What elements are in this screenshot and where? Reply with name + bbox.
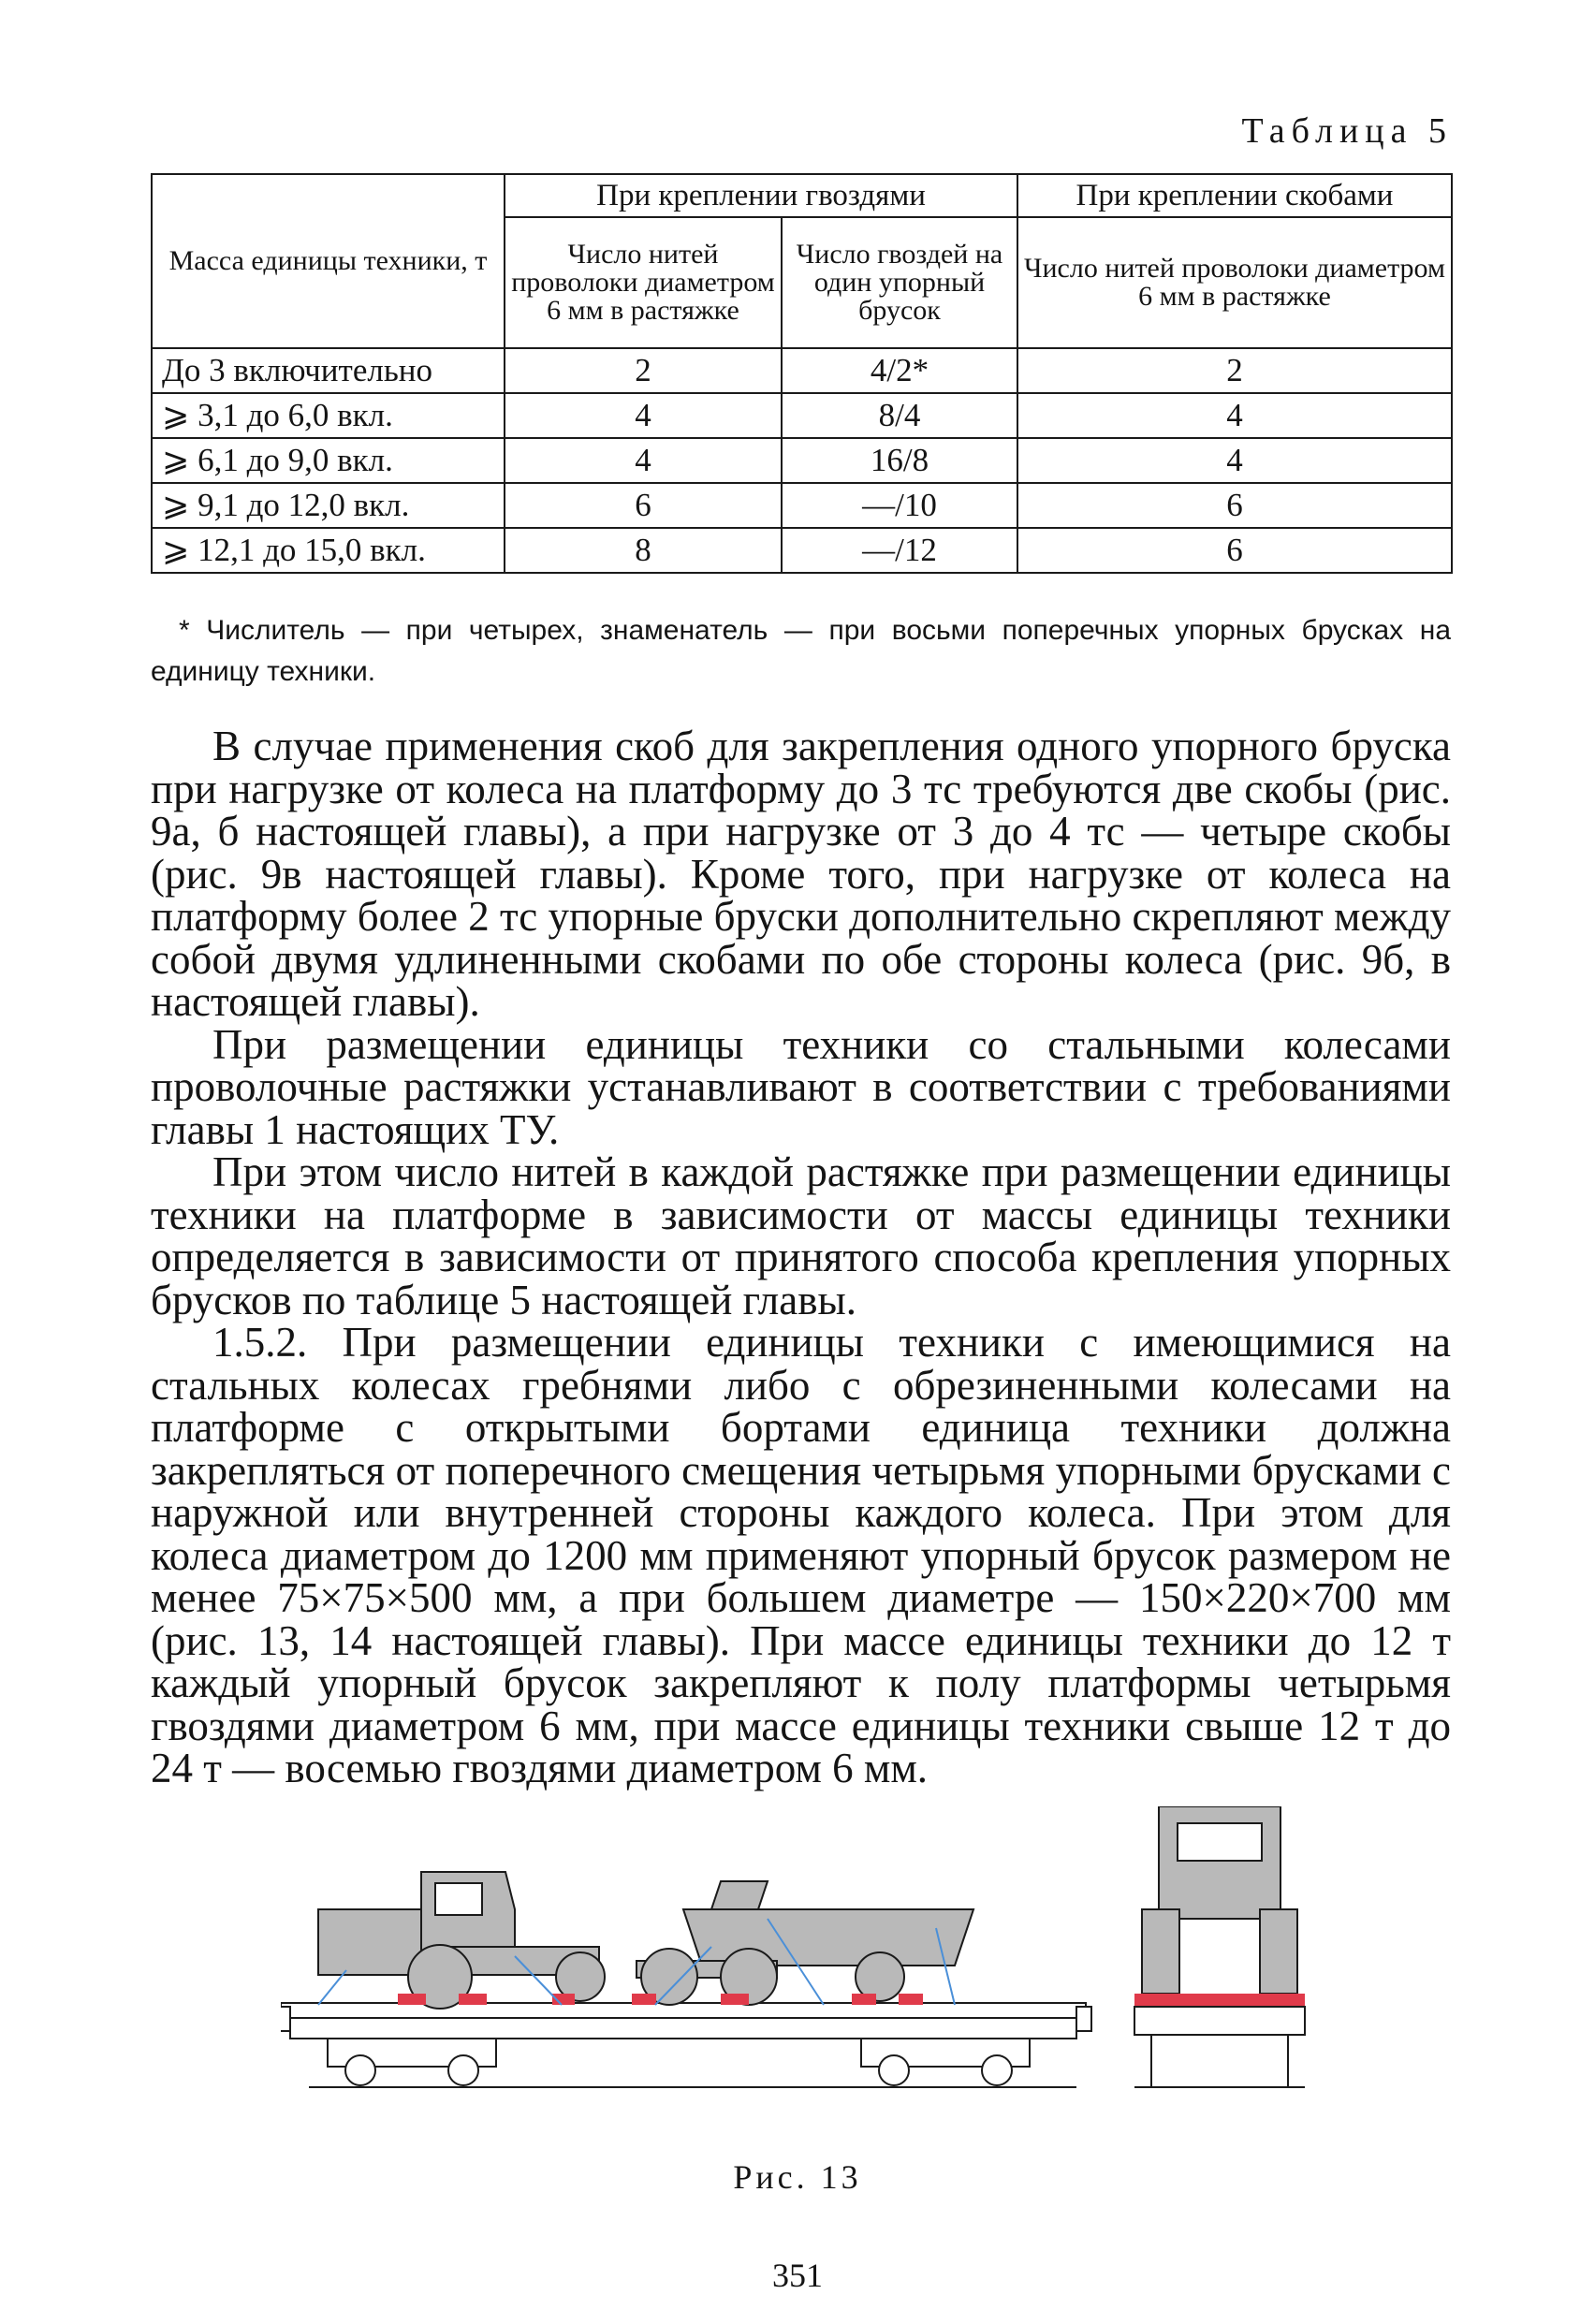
cell-mass: ⩾ 3,1 до 6,0 вкл. [152,393,505,438]
cell-nails-count: 8/4 [782,393,1017,438]
bogie-wheel [345,2055,375,2085]
front-stop-blocks [1134,1994,1305,2007]
paragraph: 1.5.2. При размещении единицы техники с имеющимися на стальных колесах гребнями либо с обрезиненными колесами на платформе с открытыми бортами единица техники должна закрепляться от поперечного смещения четырьмя упорными брусками с наружной или внутренней стороны каждого колеса. При этом для колеса диаметром до 1200 мм применяют упорный брусок размером не менее 75×75×500 мм, а при большем диаметре — 150×220×700 мм (рис. 13, 14 настоящей главы). При массе единицы техники до 12 т каждый упорный брусок закрепляют к полу платформы четырьмя гвоздями диаметром 6 мм, при массе единицы техники свыше 12 т до 24 т — восемью гвоздями диаметром 6 мм. [151,1319,1451,1791]
front-wheel-left [1142,1909,1179,1994]
side-view [281,1872,1091,2087]
table-row [152,393,1452,438]
cell-mass: ⩾ 9,1 до 12,0 вкл. [152,483,505,528]
table-row [152,528,1452,573]
table-row [152,438,1452,483]
cell-brackets-threads: 6 [1017,483,1452,528]
stop-block [852,1994,876,2005]
cell-mass: ⩾ 6,1 до 9,0 вкл. [152,438,505,483]
cell-nails-count: 4/2* [782,348,1017,393]
dump-body-front [711,1881,768,1909]
front-view [1134,1806,1305,2087]
platform-frame [290,2018,1076,2039]
cell-nails-count: —/12 [782,528,1017,573]
paragraph: При размещении единицы техники со стальными колесами проволочные растяжки устанавливают в соответствии с требованиями главы 1 настоящих ТУ. [151,1020,1451,1153]
tractor-window [435,1883,482,1915]
cell-nails-threads: 8 [505,528,782,573]
cell-nails-threads: 4 [505,438,782,483]
bogie-wheel [982,2055,1012,2085]
stop-block [459,1994,487,2005]
front-platform [1134,2007,1305,2035]
cell-brackets-threads: 6 [1017,528,1452,573]
stop-block [721,1994,749,2005]
table-label: Таблица 5 [1241,111,1453,151]
platform-loading-diagram [281,1806,1329,2106]
header-nails-threads: Число нитей проволоки диаметром 6 мм в растяжке [505,217,782,348]
dump-body [683,1909,973,1966]
cell-nails-threads: 6 [505,483,782,528]
paragraph: В случае применения скоб для закрепления одного упорного бруска при нагрузке от колеса на платформу до 3 тс требуются две скобы (рис. 9а, б настоящей главы), а при нагрузке от 3 до 4 тс — четыре скобы (рис. 9в настоящей главы). Кроме того, при нагрузке от колеса на платформу более 2 тс упорные бруски дополнительно скрепляют между собой двумя удлиненными скобами по обе стороны колеса (рис. 9б, в настоящей главы). [151,723,1451,1025]
page-number: 351 [772,2257,823,2294]
cell-brackets-threads: 2 [1017,348,1452,393]
table-footnote: * Числитель — при четырех, знаменатель — при восьми поперечных упорных брусках на единицу техники. [151,615,1451,687]
bogie-wheel [879,2055,909,2085]
front-window [1178,1823,1262,1861]
stop-block [899,1994,923,2005]
bogie-wheel [448,2055,478,2085]
figure-13 [281,1806,1329,2106]
table-row [152,348,1452,393]
header-nails-count: Число гвоздей на один упорный брусок [782,217,1017,348]
table-row [152,483,1452,528]
figure-caption: Рис. 13 [733,2158,862,2196]
cell-brackets-threads: 4 [1017,393,1452,438]
cell-nails-count: 16/8 [782,438,1017,483]
stop-block [632,1994,656,2005]
platform-deck [281,2003,1086,2018]
cell-nails-threads: 2 [505,348,782,393]
cell-nails-count: —/10 [782,483,1017,528]
header-group-brackets: При креплении скобами [1017,174,1452,217]
cell-brackets-threads: 4 [1017,438,1452,483]
header-brackets-threads: Число нитей проволоки диаметром 6 мм в растяжке [1017,217,1452,348]
cell-nails-threads: 4 [505,393,782,438]
cell-mass: ⩾ 12,1 до 15,0 вкл. [152,528,505,573]
front-wheel-right [1260,1909,1297,1994]
stop-block [398,1994,426,2005]
cell-mass: До 3 включительно [152,348,505,393]
data-table [151,173,1453,574]
body-text [151,725,1451,1791]
buffer-right [1076,2007,1091,2031]
header-group-nails: При креплении гвоздями [505,174,1017,217]
header-mass: Масса единицы техники, т [152,174,505,348]
buffer-left [281,2007,290,2031]
paragraph: При этом число нитей в каждой растяжке при размещении единицы техники на платформе в зависимости от массы единицы техники определяется в зависимости от принятого способа крепления упорных брусков по таблице 5 настоящей главы. [151,1148,1451,1323]
